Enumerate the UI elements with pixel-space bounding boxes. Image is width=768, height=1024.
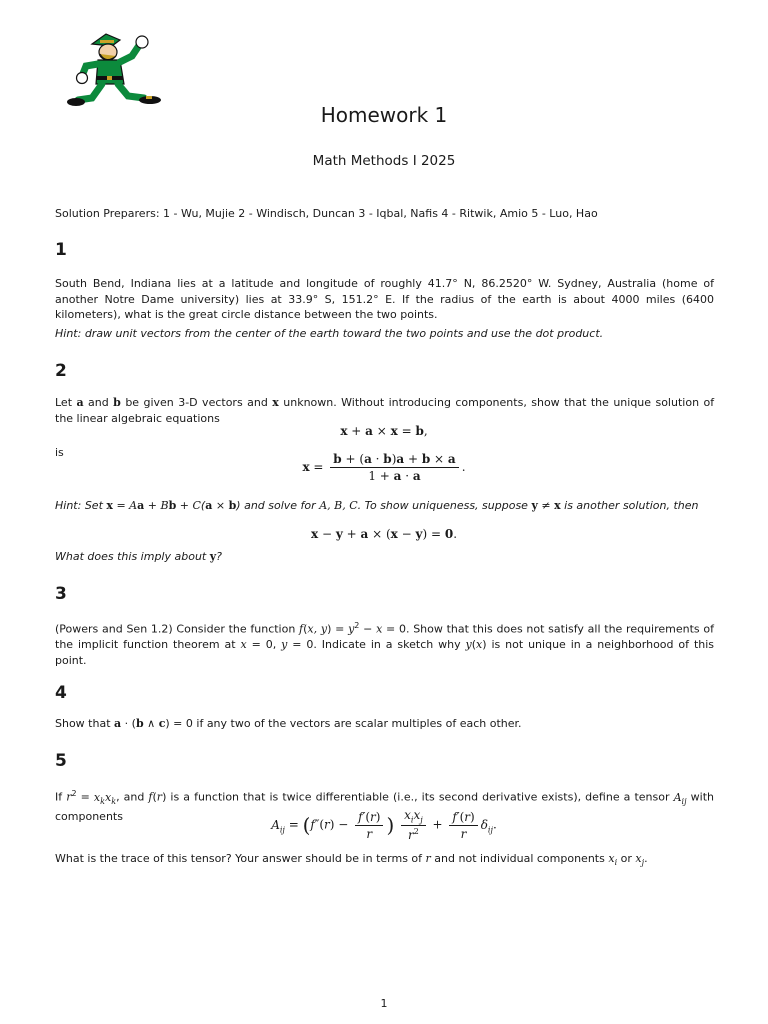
problem-4-heading: 4 [55, 683, 67, 703]
problem-5-question: What is the trace of this tensor? Your answer should be in terms of r and not individual components $x_i$ or $x_j$. [55, 852, 648, 868]
document-title: Homework 1 [320, 103, 448, 127]
problem-3-heading: 3 [55, 584, 67, 604]
problem-3-text: (Powers and Sen 1.2) Consider the function f(x, $y) = y^2 - x = 0$. Show that this does not satisfy all the requirements of the implicit function theorem at x = 0, y = 0. Indicate in a sketch why y(x) is not unique in a neighborhood of this point. [55, 621, 715, 667]
problem-5-tensor-equation: $A_{ij} = (f''(r)$ − $\frac{f'(r)}{r}$ ) $\frac{x_ix_j}{r^2}$ + $\frac{f'(r)}{r}$ $\delta_{ij}$. [271, 808, 497, 843]
problem-1-text: South Bend, Indiana lies at a latitude and longitude of roughly 41.7° N, 86.2520° W. Sydney, Australia (home of another Notre Dame university) lies at 33.9° S, 151.2° E. If the radius of the earth is about 4000 miles (6400 kilometers), what is the great circle distance between the two points. [55, 277, 714, 321]
problem-5-text: If $r^2 = x_kx_k$, and f(r) is a function that is twice differentiable (i.e., its second derivative exists), define a tensor $A_{ij}$ with components [55, 789, 715, 824]
problem-2-equation: x + a × x = b, [340, 424, 428, 438]
problem-2-intro: Let a and b be given 3-D vectors and x unknown. Without introducing components, show that the unique solution of the linear algebraic equations [55, 396, 715, 425]
problem-2-hint: Hint: Set x = Aa + Bb + C(a × b) and solve for A, B, C. To show uniqueness, suppose y ≠ x is another solution, then [55, 499, 699, 512]
problem-2-question: What does this imply about y? [55, 550, 222, 563]
problem-1-hint: Hint: draw unit vectors from the center of the earth toward the two points and use the dot product. [55, 327, 604, 340]
problem-2-uniqueness-equation: x − y + a × (x − y) = 0. [310, 527, 458, 541]
solution-preparers: Solution Preparers: 1 - Wu, Mujie 2 - Windisch, Duncan 3 - Iqbal, Nafis 4 - Ritwik, Amio 5 - Luo, Hao [55, 207, 598, 220]
fighting-irish-leprechaun-logo [62, 30, 166, 110]
problem-1-heading: 1 [55, 240, 67, 260]
problem-2-solution: x = $\frac{b + (a \cdot b)a + b \times a}{1 + a \cdot a}$ . [302, 452, 466, 483]
problem-2-heading: 2 [55, 361, 67, 381]
page-number: 1 [380, 997, 388, 1010]
problem-5-heading: 5 [55, 751, 67, 771]
problem-4-text: Show that a · (b ∧ c) = 0 if any two of the vectors are scalar multiples of each other. [55, 717, 522, 730]
document-subtitle: Math Methods I 2025 [312, 153, 456, 169]
problem-2-is: is [55, 446, 64, 459]
